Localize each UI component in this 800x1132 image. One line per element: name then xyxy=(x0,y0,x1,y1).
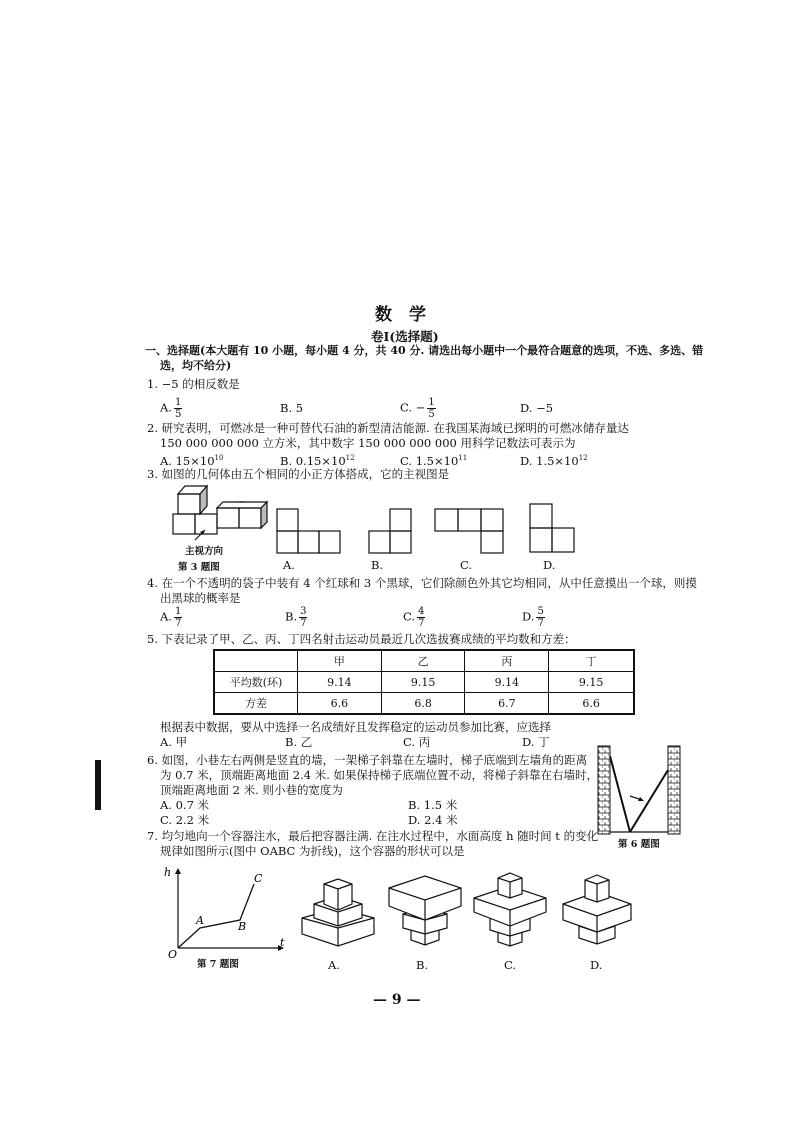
q6-option-b: B. 1.5 米 xyxy=(408,798,458,812)
q7-line1: 7. 均匀地向一个容器注水，最后把容器注满. 在注水过程中，水面高度 h 随时间 t 的变化 xyxy=(147,829,599,843)
q6-line1: 6. 如图，小巷左右两侧是竖直的墙，一架梯子斜靠在左墙时，梯子底端到左墙角的距离 xyxy=(147,753,588,767)
table-cell: 6.8 xyxy=(381,693,465,715)
q3-option-d-view xyxy=(528,502,580,556)
q2-line1: 2. 研究表明，可燃冰是一种可替代石油的新型清洁能源. 在我国某海域已探明的可燃冰储存量达 xyxy=(147,421,629,435)
q3-option-a-view xyxy=(275,505,345,557)
table-cell: 平均数(环) xyxy=(214,672,298,693)
ladder-right xyxy=(630,770,668,832)
q7-option-a-label: A. xyxy=(328,958,340,972)
q7-container-d xyxy=(557,868,637,953)
graph-label-c: C xyxy=(254,872,263,885)
q4-option-c: C. $\frac{4}{7}$ xyxy=(403,606,425,629)
table-cell: 甲 xyxy=(298,650,382,672)
section-subtitle: 卷Ⅰ(选择题) xyxy=(371,329,439,344)
q4-line2: 出黑球的概率是 xyxy=(160,591,241,605)
q3-option-c-label: C. xyxy=(460,558,473,572)
q1-option-b: B. 5 xyxy=(280,401,304,415)
q7-figure-caption: 第 7 题图 xyxy=(197,959,239,970)
q2-line2: 150 000 000 000 立方米，其中数字 150 000 000 000 用科学记数法可表示为 xyxy=(160,436,576,450)
q2-option-b: B. $0.15\times 10^{12}$ xyxy=(280,453,355,468)
q5-option-d: D. 丁 xyxy=(522,735,550,749)
q7-line2: 规律如图所示(图中 OABC 为折线)，这个容器的形状可以是 xyxy=(160,844,465,858)
q7-container-a xyxy=(298,870,378,955)
q3-option-b-label: B. xyxy=(371,558,384,572)
q3-view-direction-label: 主视方向 xyxy=(185,546,224,557)
right-wall xyxy=(668,746,680,834)
table-cell: 6.6 xyxy=(549,693,634,715)
q3-option-c-view xyxy=(433,505,505,557)
q5-stats-table xyxy=(213,649,635,715)
q4-option-a: A. $\frac{1}{7}$ xyxy=(160,606,182,629)
q5-stem: 5. 下表记录了甲、乙、丙、丁四名射击运动员最近几次选拔赛成绩的平均数和方差： xyxy=(147,632,576,646)
table-cell: 丁 xyxy=(549,650,634,672)
q6-line2: 为 0.7 米，顶端距离地面 2.4 米. 如果保持梯子底端位置不动，将梯子斜靠在右墙时， xyxy=(160,768,599,782)
table-row xyxy=(214,672,634,693)
q5-option-b: B. 乙 xyxy=(285,735,313,749)
left-wall xyxy=(598,746,610,834)
q5-after-text: 根据表中数据，要从中选择一名成绩好且发挥稳定的运动员参加比赛，应选择 xyxy=(160,720,551,734)
q3-option-d-label: D. xyxy=(543,558,556,572)
q3-solid-figure xyxy=(165,482,275,542)
q6-line3: 顶端距离地面 2 米. 则小巷的宽度为 xyxy=(160,783,343,797)
q4-option-d: D. $\frac{5}{7}$ xyxy=(522,606,544,629)
ladder-left xyxy=(610,756,630,832)
table-header-row xyxy=(214,650,634,672)
q1-stem: 1. −5 的相反数是 xyxy=(147,377,240,391)
q7-option-b-label: B. xyxy=(416,958,429,972)
table-cell: 方差 xyxy=(214,693,298,715)
q2-option-a: A. $15\times 10^{10}$ xyxy=(160,453,224,468)
table-cell: 乙 xyxy=(381,650,465,672)
q6-option-c: C. 2.2 米 xyxy=(160,813,210,827)
q4-option-b: B. $\frac{3}{7}$ xyxy=(285,606,307,629)
q5-option-c: C. 丙 xyxy=(403,735,431,749)
q3-stem: 3. 如图的几何体由五个相同的小正方体搭成，它的主视图是 xyxy=(147,467,450,481)
graph-label-h: h xyxy=(164,866,172,879)
table-cell: 9.15 xyxy=(381,672,465,693)
table-row xyxy=(214,693,634,715)
q1-option-d: D. −5 xyxy=(520,401,554,415)
graph-polyline xyxy=(178,884,254,948)
page-title: 数 学 xyxy=(375,305,426,325)
q7-container-b xyxy=(385,868,465,953)
table-cell xyxy=(214,650,298,672)
section-instructions-line1: 一、选择题(本大题有 10 小题，每小题 4 分，共 40 分. 请选出每小题中一个最符合题意的选项，不选、多选、错 xyxy=(145,344,704,357)
table-cell: 9.14 xyxy=(465,672,549,693)
q7-container-c xyxy=(470,868,550,953)
scan-mark xyxy=(95,760,101,810)
table-cell: 6.6 xyxy=(298,693,382,715)
graph-label-o: O xyxy=(168,948,178,960)
table-cell: 6.7 xyxy=(465,693,549,715)
graph-label-a: A xyxy=(196,914,204,927)
table-cell: 丙 xyxy=(465,650,549,672)
section-instructions-line2: 选，均不给分) xyxy=(160,359,232,372)
q1-option-a: A. $\frac{1}{5}$ xyxy=(160,397,182,420)
q3-option-b-view xyxy=(367,505,417,557)
q5-option-a: A. 甲 xyxy=(160,735,188,749)
q3-figure-caption: 第 3 题图 xyxy=(178,562,220,573)
graph-label-t: t xyxy=(280,936,285,949)
q2-option-d: D. $1.5\times 10^{12}$ xyxy=(520,453,588,468)
q6-alley-figure xyxy=(596,744,684,836)
q6-figure-caption: 第 6 题图 xyxy=(618,839,660,850)
page-number: — 9 — xyxy=(373,992,421,1008)
q7-option-d-label: D. xyxy=(590,958,603,972)
graph-label-b: B xyxy=(238,920,247,933)
q7-graph xyxy=(162,862,290,960)
q3-option-a-label: A. xyxy=(283,558,295,572)
q2-option-c: C. $1.5\times 10^{11}$ xyxy=(400,453,468,468)
table-cell: 9.14 xyxy=(298,672,382,693)
table-cell: 9.15 xyxy=(549,672,634,693)
q7-option-c-label: C. xyxy=(504,958,517,972)
q6-option-a: A. 0.7 米 xyxy=(160,798,210,812)
q1-option-c: C. − $\frac{1}{5}$ xyxy=(400,397,435,420)
q4-line1: 4. 在一个不透明的袋子中装有 4 个红球和 3 个黑球，它们除颜色外其它均相同，从中任意摸出一个球，则摸 xyxy=(147,576,697,590)
q6-option-d: D. 2.4 米 xyxy=(408,813,458,827)
